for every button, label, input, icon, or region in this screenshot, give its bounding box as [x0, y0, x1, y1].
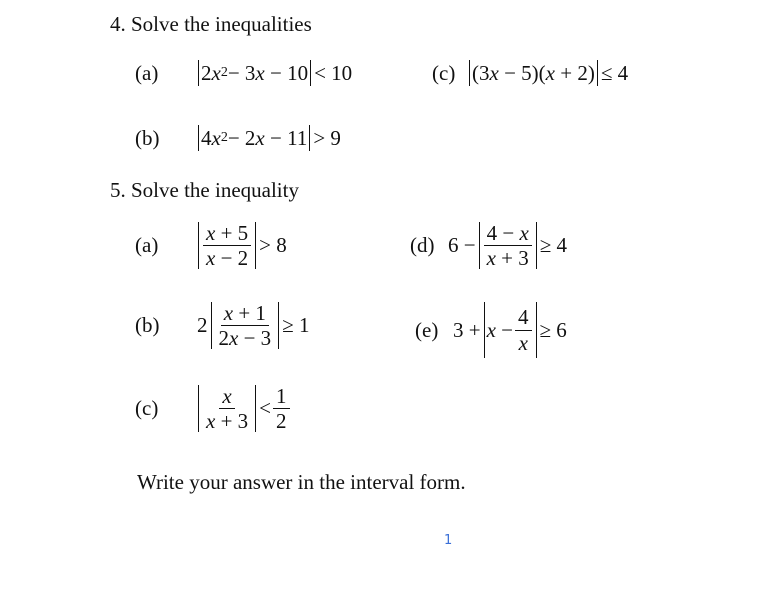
abs-value: 2x 2 − 3x − 10	[198, 60, 311, 86]
instruction-text: Write your answer in the interval form.	[137, 470, 466, 494]
abs-value	[198, 385, 256, 432]
fraction: $\frac{1}{2}$	[273, 385, 290, 432]
q4a: (a) 2x 2 − 3x − 10 < 10	[135, 60, 353, 85]
abs-value: (3x − 5)(x + 2)	[469, 60, 598, 86]
fraction: $\frac{x}{x + 3}$	[206, 384, 249, 434]
abs-value: 4x 2 − 2x − 11	[198, 125, 310, 151]
page-number: 1	[444, 533, 453, 548]
fraction: $\frac{4 - x}{x + 3}$	[484, 222, 532, 269]
q5c: (c) $\frac{x}{x + 3}$ < $\frac{1}{2}$	[135, 385, 292, 432]
abs-value	[198, 222, 256, 269]
q5a: (a) $\frac{x + 5}{x - 2}$ > 8	[135, 221, 287, 271]
abs-value: x − $\frac{4}{x}$	[484, 302, 537, 358]
q4c: (c) (3x − 5)(x + 2) ≤ 4	[432, 60, 629, 85]
question-5-heading: 5. Solve the inequality	[110, 178, 299, 202]
q5d: (d) 6 − $\frac{4 - x}{x + 3}$ ≥ 4	[410, 221, 568, 271]
q5e: (e) 3 + x − $\frac{4}{x}$ ≥ 6	[415, 302, 567, 358]
fraction: $\frac{x + 5}{x - 2}$	[203, 222, 251, 269]
q5b: (b) 2 $\frac{x + 1}{2x - 3}$ ≥ 1	[135, 301, 310, 351]
q4a-label: (a)	[135, 60, 159, 85]
fraction: $\frac{x + 1}{2x - 3}$	[218, 301, 272, 351]
question-4-heading: 4. Solve the inequalities	[110, 12, 312, 36]
abs-value	[479, 222, 537, 269]
q4b: (b) 4x 2 − 2x − 11 > 9	[135, 125, 341, 150]
abs-value	[211, 302, 280, 349]
fraction: $\frac{4}{x}$	[515, 306, 532, 353]
